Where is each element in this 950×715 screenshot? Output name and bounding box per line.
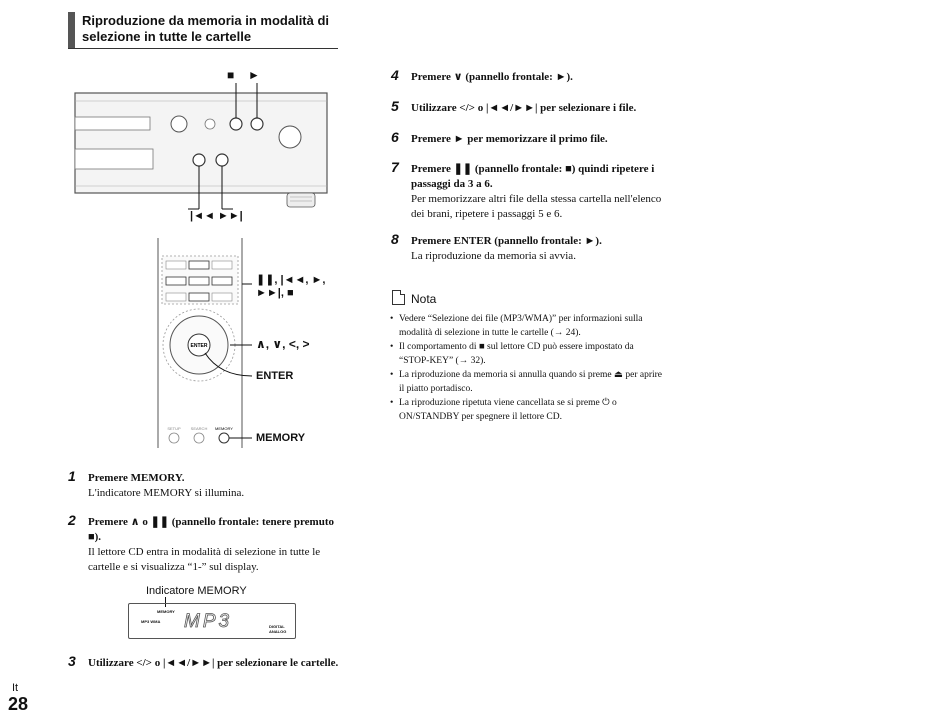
memory-tag: MEMORY (157, 609, 175, 614)
step-body: La riproduzione da memoria si avvia. (411, 250, 576, 262)
section-title: Riproduzione da memoria in modalità di selezione in tutte le cartelle (82, 13, 330, 44)
page-language: It (12, 682, 19, 694)
page-number: 28 (8, 694, 29, 714)
step-number: 2 (68, 512, 76, 528)
step-body: L'indicatore MEMORY si illumina. (88, 487, 245, 499)
step-heading: Premere ∨ (pannello frontale: ►). (411, 71, 573, 83)
svg-text:SEARCH: SEARCH (190, 426, 208, 431)
remote-diagram (150, 238, 360, 448)
step-6 (391, 129, 681, 147)
enter-label: ENTER (256, 370, 294, 382)
step-number: 1 (68, 468, 76, 484)
step-heading: Premere ► per memorizzare il primo file. (411, 133, 608, 145)
skip-label: |◄◄ ►►| (190, 210, 243, 222)
svg-text:MEMORY: MEMORY (215, 426, 233, 431)
svg-text:SETUP: SETUP (167, 426, 181, 431)
step-7 (391, 159, 667, 222)
step-number: 5 (391, 98, 399, 114)
step-heading: Premere ∧ o ❚❚ (pannello frontale: tenere premuto ■). (88, 516, 334, 543)
note-icon (392, 290, 405, 305)
step-2 (68, 512, 340, 575)
analog-tag: ANALOG (269, 629, 287, 634)
remote-illustration (150, 238, 260, 448)
step-8 (391, 231, 681, 264)
remote-buttons-label-line2: ►►|, ■ (256, 287, 294, 299)
step-heading: Premere ENTER (pannello frontale: ►). (411, 235, 602, 247)
cursor-label: ∧, ∨, <, > (256, 337, 310, 351)
step-body: Il lettore CD entra in modalità di selezione in tutte le cartelle e si visualizza “1-” sul display. (88, 546, 321, 573)
note-list (390, 312, 666, 424)
note-item: • Vedere “Selezione dei file (MP3/WMA)” per informazioni sulla modalità di selezione in tutte le cartelle (→ 24). (390, 312, 666, 340)
display-indicator-caption: Indicatore MEMORY (146, 585, 247, 597)
section-header-bar (68, 12, 75, 48)
note-heading (392, 290, 436, 306)
remote-buttons-label-line1: ❚❚, |◄◄, ►, (256, 274, 326, 286)
step-number: 3 (68, 653, 76, 669)
note-item: • La riproduzione ripetuta viene cancellata se si preme ⏻ o ON/STANDBY per spegnere il lettore CD. (390, 396, 666, 424)
step-body: Per memorizzare altri file della stessa cartella nell'elenco dei brani, ripetere i passaggi 5 e 6. (411, 193, 662, 220)
step-5 (391, 98, 681, 116)
step-heading: Premere MEMORY. (88, 472, 185, 484)
step-heading: Utilizzare </> o |◄◄/►►| per selezionare i file. (411, 102, 637, 114)
display-panel (128, 603, 296, 639)
step-number: 4 (391, 67, 399, 83)
mp3wma-tag: MP3 WMA (141, 619, 161, 624)
note-item: • La riproduzione da memoria si annulla quando si preme ⏏ per aprire il piatto portadisco. (390, 368, 666, 396)
stop-symbol: ■ (227, 68, 235, 82)
memory-label: MEMORY (256, 432, 306, 444)
step-number: 6 (391, 129, 399, 145)
step-4 (391, 67, 681, 85)
segment-display: MP3 (184, 611, 233, 632)
step-3 (68, 653, 340, 671)
remote-buttons-label (256, 274, 325, 300)
play-symbol: ► (248, 68, 260, 82)
note-item: • Il comportamento di ■ sul lettore CD può essere impostato da “STOP-KEY” (→ 32). (390, 340, 666, 368)
digital-tag: DIGITAL (269, 624, 285, 629)
note-title: Nota (411, 292, 437, 306)
step-number: 8 (391, 231, 399, 247)
front-panel-diagram (70, 66, 340, 226)
section-header (68, 12, 338, 49)
step-1 (68, 468, 358, 501)
front-panel-illustration (70, 66, 340, 226)
step-heading: Utilizzare </> o |◄◄/►►| per selezionare le cartelle. (88, 657, 339, 669)
step-heading: Premere ❚❚ (pannello frontale: ■) quindi ripetere i passaggi da 3 a 6. (411, 163, 655, 190)
step-number: 7 (391, 159, 399, 175)
svg-text:ENTER: ENTER (190, 343, 208, 349)
